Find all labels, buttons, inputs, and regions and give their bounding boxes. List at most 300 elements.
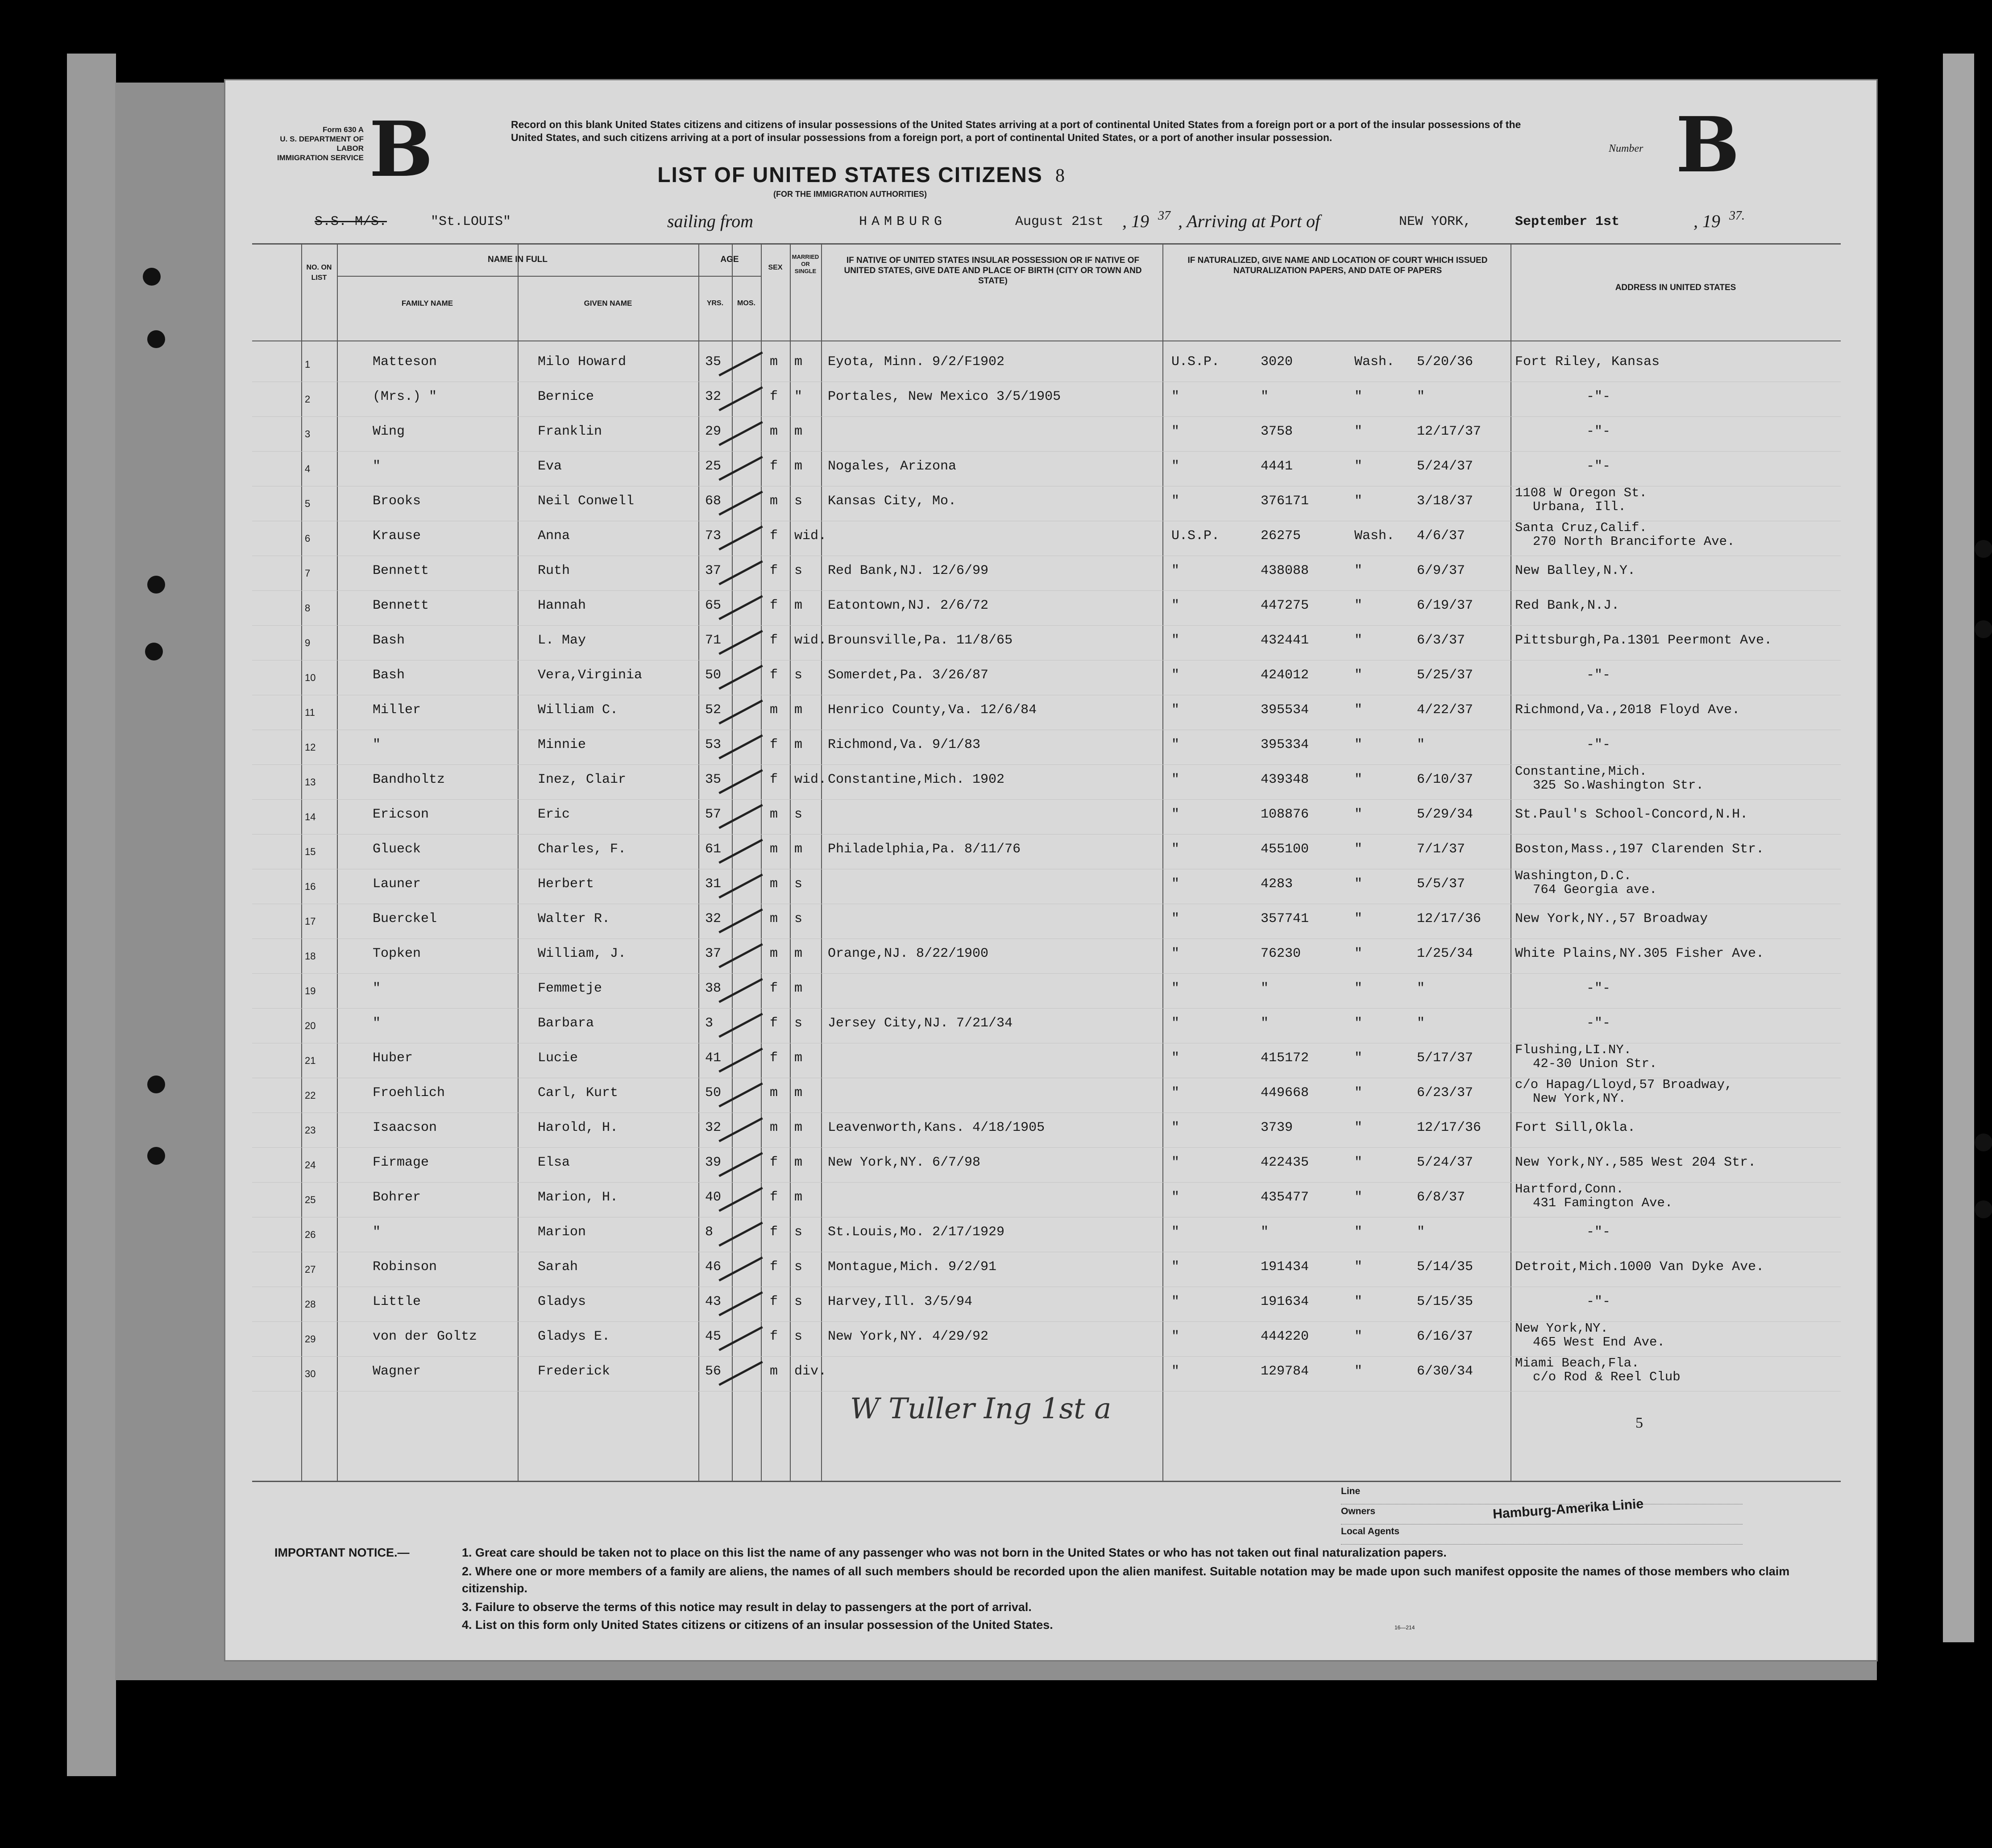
pen-check-mark xyxy=(718,595,763,620)
court-name: " xyxy=(1171,1329,1180,1344)
age-years: 3 xyxy=(705,1016,714,1031)
court-location: " xyxy=(1354,563,1363,578)
papers-date: 1/25/34 xyxy=(1417,946,1473,961)
given-name: Neil Conwell xyxy=(538,494,635,509)
address: New York,NY.,57 Broadway xyxy=(1515,911,1708,926)
papers-date: 5/14/35 xyxy=(1417,1259,1473,1275)
notice-item-2: 2. Where one or more members of a family are aliens, the names of all such members should be recorded upon the alien manifest. Suitable notation may be made upon such manifest opposite the names of those members who claim citizenship. xyxy=(462,1565,1790,1595)
given-name: William, J. xyxy=(538,946,627,961)
row-number: 4 xyxy=(305,463,311,474)
pen-check-mark xyxy=(718,1221,763,1246)
row-number: 20 xyxy=(305,1020,316,1031)
sex: f xyxy=(770,1155,778,1170)
papers-date: 6/10/37 xyxy=(1417,772,1473,787)
court-name: U.S.P. xyxy=(1171,354,1220,370)
punch-hole xyxy=(147,330,165,348)
port-to: NEW YORK, xyxy=(1399,214,1472,229)
family-name: Launer xyxy=(373,876,421,892)
notice-item-4: 4. List on this form only United States citizens or citizens of an insular possession of the United States. xyxy=(462,1618,1053,1632)
address: New York,NY.,585 West 204 Str. xyxy=(1515,1155,1756,1170)
certificate-number: 3758 xyxy=(1261,424,1293,439)
birth-place-date: Somerdet,Pa. 3/26/87 xyxy=(828,668,989,683)
marital-status: m xyxy=(794,424,803,439)
age-years: 73 xyxy=(705,528,722,544)
address: Miami Beach,Fla. xyxy=(1515,1356,1639,1370)
court-name: " xyxy=(1171,598,1180,613)
family-name: " xyxy=(373,737,381,752)
birth-place-date: Montague,Mich. 9/2/91 xyxy=(828,1259,997,1275)
punch-hole xyxy=(1975,1200,1992,1218)
address-line-2: 42-30 Union Str. xyxy=(1533,1056,1657,1071)
year-2: 37. xyxy=(1729,209,1745,223)
address: Flushing,LI.NY. xyxy=(1515,1042,1632,1057)
court-name: " xyxy=(1171,1155,1180,1170)
certificate-number: 4441 xyxy=(1261,459,1293,474)
family-name: Bennett xyxy=(373,563,429,578)
birth-place-date: Orange,NJ. 8/22/1900 xyxy=(828,946,989,961)
age-years: 50 xyxy=(705,668,722,683)
age-years: 46 xyxy=(705,1259,722,1275)
birth-place-date: Richmond,Va. 9/1/83 xyxy=(828,737,981,752)
row-number: 21 xyxy=(305,1055,316,1066)
age-years: 65 xyxy=(705,598,722,613)
address: -"- xyxy=(1586,1225,1611,1240)
header-address: ADDRESS IN UNITED STATES xyxy=(1615,283,1736,292)
header-married-single: MARRIED OR SINGLE xyxy=(792,253,819,274)
court-location: " xyxy=(1354,1016,1363,1031)
court-name: " xyxy=(1171,563,1180,578)
family-name: " xyxy=(373,1225,381,1240)
row-rule xyxy=(252,590,1841,591)
certificate-number: 191434 xyxy=(1261,1259,1309,1275)
marital-status: s xyxy=(794,876,803,892)
family-name: Buerckel xyxy=(373,911,437,926)
age-years: 37 xyxy=(705,563,722,578)
handwritten-note: W Tuller Ing 1st a xyxy=(850,1392,1112,1425)
address: New Balley,N.Y. xyxy=(1515,563,1636,578)
address-line-2: New York,NY. xyxy=(1533,1091,1626,1106)
address-line-2: 270 North Branciforte Ave. xyxy=(1533,534,1735,549)
address-line-2: 431 Famington Ave. xyxy=(1533,1196,1673,1210)
age-years: 71 xyxy=(705,633,722,648)
certificate-number: 447275 xyxy=(1261,598,1309,613)
marital-status: s xyxy=(794,1016,803,1031)
given-name: Eric xyxy=(538,807,570,822)
court-name: " xyxy=(1171,1051,1180,1066)
row-rule xyxy=(252,973,1841,974)
year-prefix-2: , 19 xyxy=(1693,211,1720,231)
row-number: 23 xyxy=(305,1125,316,1136)
certificate-number: 26275 xyxy=(1261,528,1301,544)
papers-date: 6/19/37 xyxy=(1417,598,1473,613)
court-location: " xyxy=(1354,981,1363,996)
pen-check-mark xyxy=(718,1256,763,1281)
certificate-number: 4283 xyxy=(1261,876,1293,892)
owners-label: Owners xyxy=(1341,1506,1743,1524)
marital-status: m xyxy=(794,1190,803,1205)
sex: f xyxy=(770,1190,778,1205)
court-name: " xyxy=(1171,1085,1180,1100)
marital-status: s xyxy=(794,494,803,509)
sex: f xyxy=(770,668,778,683)
pen-check-mark xyxy=(718,386,763,411)
row-number: 18 xyxy=(305,951,316,962)
pen-check-mark xyxy=(718,560,763,585)
age-years: 50 xyxy=(705,1085,722,1100)
punch-hole xyxy=(147,1147,165,1165)
court-location: " xyxy=(1354,1225,1363,1240)
age-years: 40 xyxy=(705,1190,722,1205)
certificate-number: 108876 xyxy=(1261,807,1309,822)
address: Red Bank,N.J. xyxy=(1515,598,1620,613)
court-location: " xyxy=(1354,1085,1363,1100)
marital-status: m xyxy=(794,598,803,613)
address: -"- xyxy=(1586,424,1611,439)
address: 1108 W Oregon St. xyxy=(1515,486,1647,500)
sex: m xyxy=(770,1364,778,1379)
voyage-line xyxy=(252,211,1841,238)
court-name: " xyxy=(1171,1016,1180,1031)
given-name: Charles, F. xyxy=(538,842,627,857)
age-header-rule xyxy=(698,276,761,277)
header-given-name: GIVEN NAME xyxy=(584,299,632,307)
col-divider xyxy=(518,245,519,1481)
given-name: Lucie xyxy=(538,1051,578,1066)
address: Detroit,Mich.1000 Van Dyke Ave. xyxy=(1515,1259,1764,1275)
address: Constantine,Mich. xyxy=(1515,764,1647,779)
papers-date: 5/15/35 xyxy=(1417,1294,1473,1309)
top-notice: Record on this blank United States citizens and citizens of insular possessions of the United States arriving at a port of continental United States from a foreign port or a port of the insular possessions of the United States, and such citizens arriving at a port of insular possessions from a foreign port, a port of continental United States, or a port of another insular possession. xyxy=(511,119,1521,143)
header-sex: SEX xyxy=(768,264,783,271)
address-line-2: 465 West End Ave. xyxy=(1533,1335,1665,1350)
court-name: " xyxy=(1171,842,1180,857)
court-name: " xyxy=(1171,911,1180,926)
pen-check-mark xyxy=(718,978,763,1003)
given-name: Marion xyxy=(538,1225,586,1240)
sex: m xyxy=(770,1085,778,1100)
marital-status: m xyxy=(794,1120,803,1135)
given-name: Carl, Kurt xyxy=(538,1085,618,1100)
left-backing-strip xyxy=(67,54,116,1776)
papers-date: 5/20/36 xyxy=(1417,354,1473,370)
birth-place-date: Leavenworth,Kans. 4/18/1905 xyxy=(828,1120,1045,1135)
court-name: " xyxy=(1171,424,1180,439)
pen-check-mark xyxy=(718,943,763,968)
pen-check-mark xyxy=(718,630,763,655)
punch-hole xyxy=(143,268,161,286)
header-age: AGE xyxy=(720,255,739,264)
address: Hartford,Conn. xyxy=(1515,1182,1624,1196)
court-name: " xyxy=(1171,702,1180,718)
family-name: Froehlich xyxy=(373,1085,445,1100)
right-backing-strip xyxy=(1943,54,1974,1642)
papers-date: 6/9/37 xyxy=(1417,563,1465,578)
papers-date: 5/29/34 xyxy=(1417,807,1473,822)
marital-status: m xyxy=(794,1085,803,1100)
given-name: Herbert xyxy=(538,876,594,892)
family-name: " xyxy=(373,981,381,996)
address: -"- xyxy=(1586,459,1611,474)
age-years: 35 xyxy=(705,354,722,370)
marital-status: s xyxy=(794,1329,803,1344)
address: -"- xyxy=(1586,1016,1611,1031)
given-name: Franklin xyxy=(538,424,602,439)
pen-check-mark xyxy=(718,1326,763,1351)
certificate-number: 76230 xyxy=(1261,946,1301,961)
court-name: " xyxy=(1171,1294,1180,1309)
address-line-2: c/o Rod & Reel Club xyxy=(1533,1370,1681,1384)
sex: f xyxy=(770,1225,778,1240)
address-line-2: 325 So.Washington Str. xyxy=(1533,778,1704,793)
sex: f xyxy=(770,1051,778,1066)
court-location: " xyxy=(1354,946,1363,961)
certificate-number: 422435 xyxy=(1261,1155,1309,1170)
court-name: " xyxy=(1171,876,1180,892)
pen-check-mark xyxy=(718,1152,763,1177)
form-number: Form 630 A xyxy=(323,125,364,134)
marital-status: div. xyxy=(794,1364,827,1379)
punch-hole xyxy=(1975,540,1992,558)
col-divider xyxy=(698,245,699,1481)
court-location: " xyxy=(1354,1120,1363,1135)
sex: f xyxy=(770,772,778,787)
sex: f xyxy=(770,528,778,544)
papers-date: 12/17/37 xyxy=(1417,424,1482,439)
address: -"- xyxy=(1586,668,1611,683)
papers-date: 5/24/37 xyxy=(1417,1155,1473,1170)
certificate-number: 191634 xyxy=(1261,1294,1309,1309)
address: Pittsburgh,Pa.1301 Peermont Ave. xyxy=(1515,633,1772,648)
notice-item-1: 1. Great care should be taken not to place on this list the name of any passenger who was not born in the United States or who has not taken out final naturalization papers. xyxy=(462,1546,1447,1559)
court-location: " xyxy=(1354,1329,1363,1344)
address: Fort Sill,Okla. xyxy=(1515,1120,1636,1135)
marital-status: m xyxy=(794,459,803,474)
sex: m xyxy=(770,354,778,370)
address: -"- xyxy=(1586,737,1611,752)
papers-date: " xyxy=(1417,1016,1425,1031)
date-to: September 1st xyxy=(1515,214,1620,229)
sheet-number: 8 xyxy=(1055,166,1065,186)
certificate-number: 449668 xyxy=(1261,1085,1309,1100)
row-number: 19 xyxy=(305,985,316,997)
department-name: U. S. DEPARTMENT OF LABOR xyxy=(280,135,364,153)
given-name: Gladys xyxy=(538,1294,586,1309)
certificate-number: 3020 xyxy=(1261,354,1293,370)
family-name: " xyxy=(373,1016,381,1031)
papers-date: 5/17/37 xyxy=(1417,1051,1473,1066)
sex: m xyxy=(770,911,778,926)
family-name: Bohrer xyxy=(373,1190,421,1205)
court-location: " xyxy=(1354,633,1363,648)
row-number: 16 xyxy=(305,881,316,892)
marital-status: m xyxy=(794,1155,803,1170)
age-years: 31 xyxy=(705,876,722,892)
address: -"- xyxy=(1586,389,1611,404)
given-name: William C. xyxy=(538,702,618,718)
birth-place-date: Henrico County,Va. 12/6/84 xyxy=(828,702,1037,718)
papers-date: 12/17/36 xyxy=(1417,1120,1482,1135)
birth-place-date: Kansas City, Mo. xyxy=(828,494,957,509)
family-name: Huber xyxy=(373,1051,413,1066)
family-name: Bash xyxy=(373,668,405,683)
given-name: Marion, H. xyxy=(538,1190,618,1205)
col-divider xyxy=(761,245,762,1481)
sex: f xyxy=(770,1329,778,1344)
family-name: Matteson xyxy=(373,354,437,370)
court-name: " xyxy=(1171,494,1180,509)
name-header-rule xyxy=(337,276,698,277)
form-letter-right: B xyxy=(1676,100,1740,190)
pen-check-mark xyxy=(718,804,763,829)
marital-status: wid. xyxy=(794,772,827,787)
arriving-label: , Arriving at Port of xyxy=(1178,211,1320,231)
address: c/o Hapag/Lloyd,57 Broadway, xyxy=(1515,1077,1733,1092)
court-location: " xyxy=(1354,424,1363,439)
pen-check-mark xyxy=(718,734,763,759)
sex: f xyxy=(770,563,778,578)
family-name: Bash xyxy=(373,633,405,648)
given-name: Frederick xyxy=(538,1364,610,1379)
pen-check-mark xyxy=(718,421,763,446)
certificate-number: 438088 xyxy=(1261,563,1309,578)
row-rule xyxy=(252,416,1841,417)
marital-status: s xyxy=(794,668,803,683)
address: St.Paul's School-Concord,N.H. xyxy=(1515,807,1748,822)
pen-check-mark xyxy=(718,699,763,724)
sex: f xyxy=(770,633,778,648)
age-years: 61 xyxy=(705,842,722,857)
row-number: 9 xyxy=(305,637,311,648)
header-yrs: YRS. xyxy=(706,299,724,307)
given-name: L. May xyxy=(538,633,586,648)
row-number: 29 xyxy=(305,1333,316,1345)
pen-check-mark xyxy=(718,1361,763,1386)
address: Boston,Mass.,197 Clarenden Str. xyxy=(1515,842,1764,857)
row-number: 14 xyxy=(305,811,316,822)
given-name: Eva xyxy=(538,459,562,474)
local-agents-label: Local Agents xyxy=(1341,1526,1743,1545)
court-location: " xyxy=(1354,668,1363,683)
given-name: Milo Howard xyxy=(538,354,627,370)
given-name: Inez, Clair xyxy=(538,772,627,787)
sailing-label: sailing from xyxy=(667,211,753,231)
port-from: HAMBURG xyxy=(859,214,947,229)
row-number: 17 xyxy=(305,916,316,927)
row-number: 12 xyxy=(305,742,316,753)
family-name: Ericson xyxy=(373,807,429,822)
court-location: " xyxy=(1354,1190,1363,1205)
family-name: Firmage xyxy=(373,1155,429,1170)
address: White Plains,NY.305 Fisher Ave. xyxy=(1515,946,1764,961)
papers-date: 5/25/37 xyxy=(1417,668,1473,683)
certificate-number: 424012 xyxy=(1261,668,1309,683)
papers-date: 6/16/37 xyxy=(1417,1329,1473,1344)
given-name: Sarah xyxy=(538,1259,578,1275)
age-years: 35 xyxy=(705,772,722,787)
age-years: 32 xyxy=(705,389,722,404)
certificate-number: 415172 xyxy=(1261,1051,1309,1066)
birth-place-date: Jersey City,NJ. 7/21/34 xyxy=(828,1016,1013,1031)
given-name: Vera,Virginia xyxy=(538,668,643,683)
court-location: " xyxy=(1354,1294,1363,1309)
birth-place-date: St.Louis,Mo. 2/17/1929 xyxy=(828,1225,1005,1240)
age-years: 53 xyxy=(705,737,722,752)
court-name: " xyxy=(1171,668,1180,683)
family-name: Krause xyxy=(373,528,421,544)
sex: f xyxy=(770,598,778,613)
given-name: Hannah xyxy=(538,598,586,613)
pen-check-mark xyxy=(718,769,763,794)
court-name: " xyxy=(1171,737,1180,752)
family-name: Glueck xyxy=(373,842,421,857)
marital-status: wid. xyxy=(794,528,827,544)
birth-place-date: Philadelphia,Pa. 8/11/76 xyxy=(828,842,1021,857)
address: Richmond,Va.,2018 Floyd Ave. xyxy=(1515,702,1740,718)
court-name: " xyxy=(1171,459,1180,474)
certificate-number: " xyxy=(1261,1016,1269,1031)
certificate-number: 395334 xyxy=(1261,737,1309,752)
court-location: " xyxy=(1354,598,1363,613)
col-divider xyxy=(732,245,733,1481)
age-years: 43 xyxy=(705,1294,722,1309)
certificate-number: 455100 xyxy=(1261,842,1309,857)
family-name: (Mrs.) " xyxy=(373,389,437,404)
court-name: U.S.P. xyxy=(1171,528,1220,544)
papers-date: 6/23/37 xyxy=(1417,1085,1473,1100)
notice-item-3: 3. Failure to observe the terms of this notice may result in delay to passengers at the port of arrival. xyxy=(462,1600,1032,1614)
row-rule xyxy=(252,834,1841,835)
col-divider xyxy=(301,245,302,1481)
address-line-2: 764 Georgia ave. xyxy=(1533,882,1657,897)
age-years: 32 xyxy=(705,1120,722,1135)
age-years: 25 xyxy=(705,459,722,474)
pen-check-mark xyxy=(718,664,763,689)
manifest-page xyxy=(225,80,1876,1660)
address-line-2: Urbana, Ill. xyxy=(1533,499,1626,514)
papers-date: 3/18/37 xyxy=(1417,494,1473,509)
given-name: Minnie xyxy=(538,737,586,752)
pen-check-mark xyxy=(718,1117,763,1142)
birth-place-date: Nogales, Arizona xyxy=(828,459,957,474)
header-no-on-list: NO. ON LIST xyxy=(306,264,332,282)
marital-status: m xyxy=(794,737,803,752)
court-location: " xyxy=(1354,702,1363,718)
certificate-number: 357741 xyxy=(1261,911,1309,926)
row-number: 7 xyxy=(305,568,311,579)
sex: m xyxy=(770,842,778,857)
header-naturalization: IF NATURALIZED, GIVE NAME AND LOCATION OF COURT WHICH ISSUED NATURALIZATION PAPERS, AND DATE OF PAPERS xyxy=(1187,256,1488,275)
header-name-in-full: NAME IN FULL xyxy=(487,255,548,264)
court-location: " xyxy=(1354,1155,1363,1170)
certificate-number: 129784 xyxy=(1261,1364,1309,1379)
court-location: " xyxy=(1354,807,1363,822)
punch-hole xyxy=(147,1076,165,1093)
row-rule xyxy=(252,625,1841,626)
court-name: " xyxy=(1171,1190,1180,1205)
col-divider xyxy=(337,245,338,1481)
family-name: Wing xyxy=(373,424,405,439)
papers-date: 4/22/37 xyxy=(1417,702,1473,718)
sex: f xyxy=(770,389,778,404)
given-name: Ruth xyxy=(538,563,570,578)
court-location: " xyxy=(1354,1364,1363,1379)
row-number: 25 xyxy=(305,1194,316,1205)
row-number: 5 xyxy=(305,498,311,509)
marital-status: s xyxy=(794,1225,803,1240)
marital-status: m xyxy=(794,702,803,718)
court-name: " xyxy=(1171,1225,1180,1240)
form-letter-left: B xyxy=(369,105,433,194)
